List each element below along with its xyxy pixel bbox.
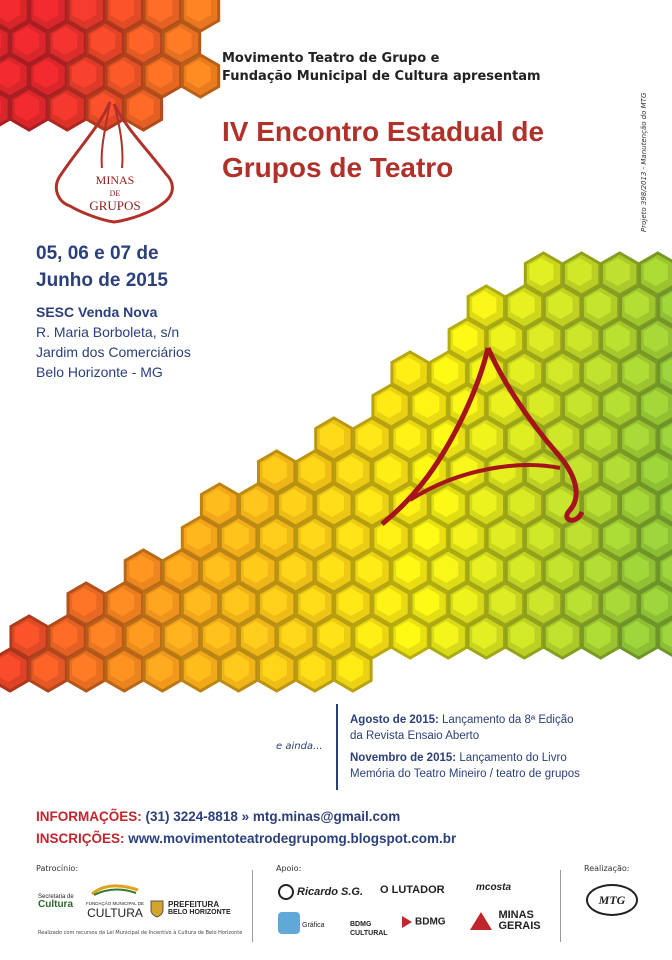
address-line2: Jardim dos Comerciários — [36, 344, 191, 360]
logo-bdmg — [402, 916, 446, 928]
logo-secretaria-cultura — [38, 894, 74, 908]
extras-divider — [336, 704, 338, 790]
grafica-icon — [278, 912, 300, 934]
logo-mtg: MTG — [586, 884, 638, 916]
extra-item-2-text-b: Memória do Teatro Mineiro / teatro de grupos — [350, 768, 580, 780]
logo-lutador: O LUTADOR — [380, 884, 445, 896]
extras-block — [350, 712, 580, 782]
address-line3: Belo Horizonte - MG — [36, 364, 163, 380]
extra-item-1-date: Agosto de 2015: — [350, 714, 439, 726]
presenters-line1: Movimento Teatro de Grupo e — [222, 51, 440, 66]
logo-line2: DE — [109, 189, 121, 198]
extra-item-1-text-a: Lançamento da 8ª Edição — [442, 714, 574, 726]
logo-grafica — [278, 912, 325, 934]
extras-intro: e ainda... — [276, 741, 323, 752]
title-line2: Grupos de Teatro — [222, 152, 454, 183]
presenters-line2: Fundação Municipal de Cultura apresentam — [222, 69, 541, 84]
address-line1: R. Maria Borboleta, s/n — [36, 324, 180, 340]
logo-bdmg-cultural: BDMG CULTURAL — [350, 921, 388, 937]
signup-line — [36, 828, 456, 850]
logo-fmc-b: CULTURA — [87, 906, 143, 920]
camera-aperture-icon — [278, 884, 294, 900]
logo-ricardo — [278, 884, 363, 900]
footer-divider-1 — [252, 870, 253, 942]
logo-pbh-a: PREFEITURA — [168, 900, 220, 909]
dates-line1: 05, 06 e 07 de — [36, 243, 159, 264]
extra-item-1-text-b: da Revista Ensaio Aberto — [350, 730, 480, 742]
signup-value[interactable]: www.movimentoteatrodegrupomg.blogspot.com.br — [128, 831, 457, 846]
venue — [36, 302, 191, 382]
presenters — [222, 50, 541, 86]
vertical-note: Projeto 398/2013 - Manutenção do MTG — [640, 92, 648, 232]
minas-de-grupos-logo — [40, 96, 190, 236]
venue-name: SESC Venda Nova — [36, 304, 158, 320]
swirl-mark — [370, 340, 600, 530]
logo-cultura-b: Cultura — [38, 899, 73, 910]
title-line1: IV Encontro Estadual de — [222, 116, 545, 147]
logo-ricardo-text: Ricardo S.G. — [297, 885, 364, 898]
info-label: INFORMAÇÕES: — [36, 809, 142, 824]
patrocinio-label: Patrocínio: — [36, 864, 79, 873]
extra-item-2-text-a: Lançamento do Livro — [459, 752, 567, 764]
dates-line2: Junho de 2015 — [36, 270, 168, 291]
logo-prefeitura — [150, 900, 231, 917]
event-title — [222, 114, 544, 186]
incentivo-note: Realizado com recursos da Lei Municipal de Incentivo à Cultura de Belo Horizonte — [38, 930, 243, 936]
extra-item-1 — [350, 712, 580, 728]
logo-bdmg-text: BDMG — [415, 916, 446, 928]
signup-label: INSCRIÇÕES: — [36, 831, 125, 846]
minas-triangle-icon — [470, 912, 492, 930]
logo-line3: GRUPOS — [89, 198, 141, 213]
extra-item-2 — [350, 750, 580, 766]
logo-pbh-b: BELO HORIZONTE — [168, 909, 231, 916]
pbh-shield-icon — [150, 900, 164, 918]
apoio-label: Apoio: — [276, 864, 302, 873]
logo-minas-b: GERAIS — [498, 920, 541, 932]
logo-minas-gerais — [470, 910, 541, 932]
bdmg-arrow-icon — [402, 916, 412, 928]
footer-divider-2 — [560, 870, 561, 942]
logo-line1: MINAS — [95, 173, 135, 187]
realizacao-label: Realização: — [584, 864, 630, 873]
info-line — [36, 806, 456, 828]
logo-mcosta: mcosta — [476, 882, 512, 893]
logo-fundacao-municipal — [86, 882, 144, 920]
logo-grafica-text: Gráfica — [302, 922, 325, 930]
fmc-swoosh-icon — [90, 882, 140, 896]
logo-cultura-a: Secretaria de — [38, 894, 74, 900]
info-value[interactable]: (31) 3224-8818 » mtg.minas@gmail.com — [145, 809, 401, 824]
event-dates — [36, 240, 168, 294]
contact-block — [36, 806, 456, 850]
logo-minas-a: MINAS — [498, 909, 534, 921]
extra-item-2-date: Novembro de 2015: — [350, 752, 457, 764]
logo-fmc-a: FUNDAÇÃO MUNICIPAL DE — [86, 901, 145, 906]
